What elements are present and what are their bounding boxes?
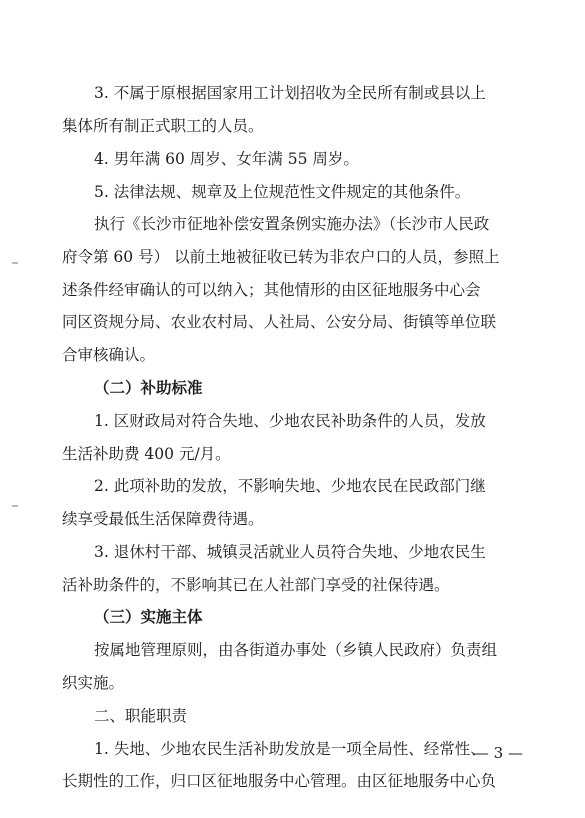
text-line: 府令第 60 号） 以前土地被征收已转为非农户口的人员，参照上	[62, 248, 500, 266]
text-line: 1. 区财政局对符合失地、少地农民补助条件的人员，发放	[94, 412, 486, 430]
text-line: 长期性的工作，归口区征地服务中心管理。由区征地服务中心负	[62, 772, 497, 790]
text-line: 3. 退休村干部、城镇灵活就业人员符合失地、少地农民生	[94, 543, 486, 561]
scan-mark	[12, 262, 18, 264]
text-line: 2. 此项补助的发放，不影响失地、少地农民在民政部门继	[94, 477, 486, 495]
text-line: 活补助条件的，不影响其已在人社部门享受的社保待遇。	[62, 576, 450, 594]
text-line: 述条件经审确认的可以纳入；其他情形的由区征地服务中心会	[62, 281, 481, 299]
text-line: 生活补助费 400 元/月。	[62, 445, 231, 463]
text-line: 3. 不属于原根据国家用工计划招收为全民所有制或县以上	[94, 84, 486, 102]
chapter-heading: 二、职能职责	[94, 707, 188, 725]
text-line: 集体所有制正式职工的人员。	[62, 117, 264, 135]
text-line: 按属地管理原则，由各街道办事处（乡镇人民政府）负责组	[94, 641, 498, 659]
text-line: 执行《长沙市征地补偿安置条例实施办法》（长沙市人民政	[94, 215, 490, 233]
text-line: 4. 男年满 60 周岁、女年满 55 周岁。	[94, 150, 359, 168]
section-heading: （二）补助标准	[94, 378, 203, 397]
text-line: 1. 失地、少地农民生活补助发放是一项全局性、经常性、	[94, 740, 486, 758]
section-heading: （三）实施主体	[94, 607, 203, 626]
scan-mark	[12, 505, 18, 507]
text-line: 续享受最低生活保障费待遇。	[62, 510, 264, 528]
text-line: 5. 法律法规、规章及上位规范性文件规定的其他条件。	[94, 183, 471, 201]
text-line: 同区资规分局、农业农村局、人社局、公安分局、街镇等单位联	[62, 313, 497, 331]
text-line: 合审核确认。	[62, 346, 156, 364]
page-number: — 3 —	[473, 744, 523, 762]
text-line: 织实施。	[62, 674, 125, 692]
